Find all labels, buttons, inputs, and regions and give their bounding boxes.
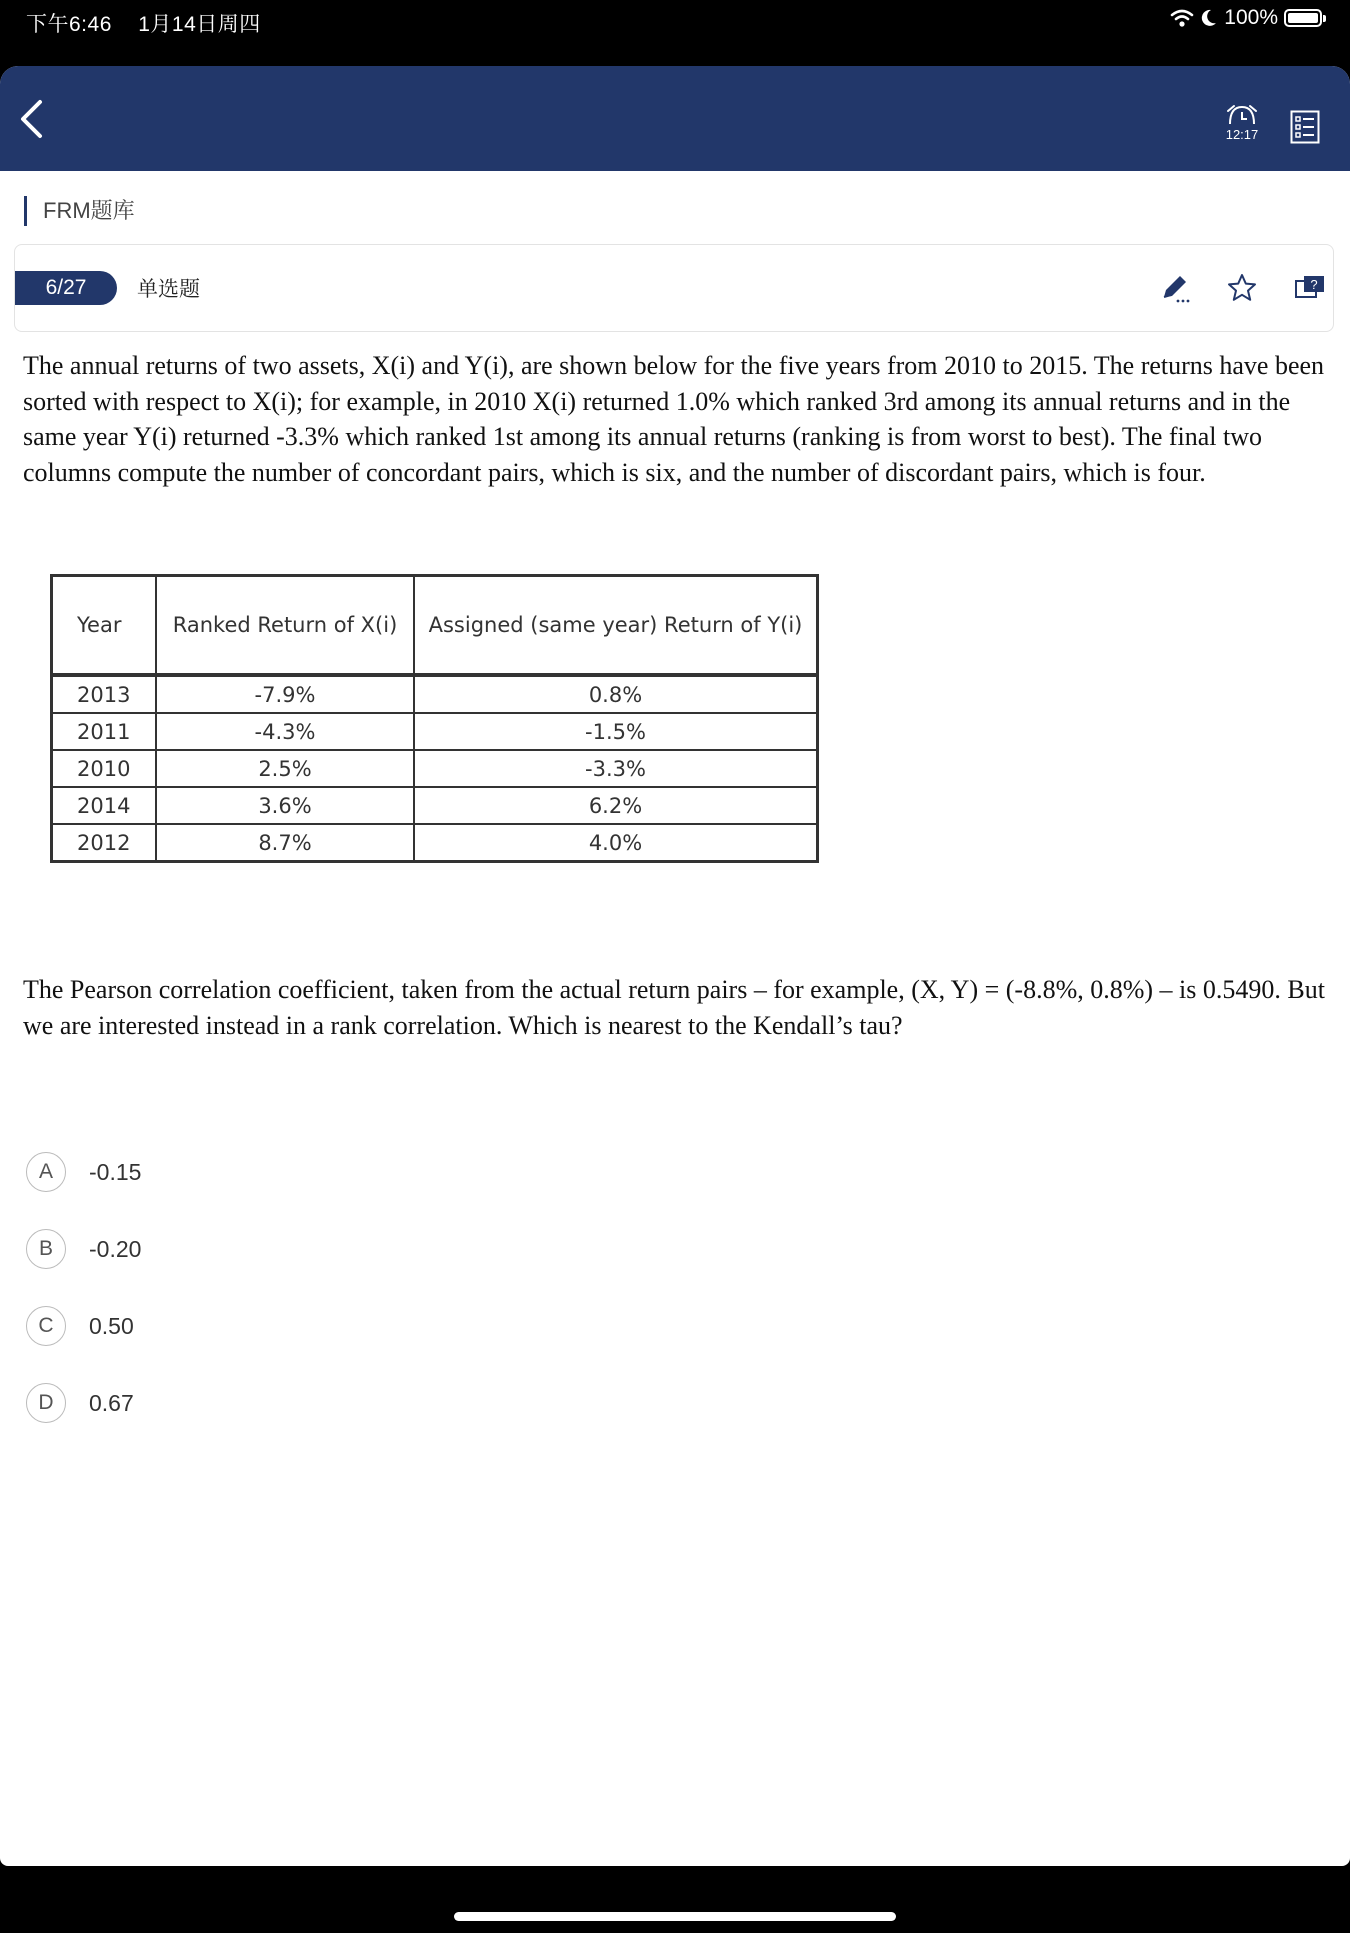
table-cell: 0.8% (414, 675, 818, 713)
table-row (52, 824, 818, 862)
table-cell: 6.2% (414, 787, 818, 824)
option-letter: D (26, 1383, 66, 1423)
moon-icon (1200, 8, 1218, 28)
table-header-y: Assigned (same year) Return of Y(i) (414, 576, 818, 676)
option-letter: B (26, 1229, 66, 1269)
table-row (52, 713, 818, 750)
table-cell: 8.7% (156, 824, 414, 862)
option-text: -0.15 (89, 1159, 142, 1185)
table-cell: 2013 (52, 675, 157, 713)
home-indicator[interactable] (454, 1912, 896, 1921)
table-cell: 3.6% (156, 787, 414, 824)
question-header (14, 244, 1334, 332)
table-cell: 2010 (52, 750, 157, 787)
nav-bar (0, 66, 1350, 171)
option-c[interactable] (26, 1306, 141, 1383)
table-row (52, 675, 818, 713)
table-cell: -3.3% (414, 750, 818, 787)
status-date: 1月14日周四 (138, 13, 261, 36)
table-cell: 2012 (52, 824, 157, 862)
table-cell: 2011 (52, 713, 157, 750)
option-letter: A (26, 1152, 66, 1192)
returns-table (50, 574, 819, 863)
option-b[interactable] (26, 1229, 141, 1306)
svg-text:?: ? (1310, 277, 1318, 292)
question-counter: 6/27 (15, 271, 117, 305)
option-text: -0.20 (89, 1236, 142, 1262)
question-stem: The annual returns of two assets, X(i) and Y(i), are shown below for the five years from 2010 to 2015. The returns have been sorted with respect to X(i); for example, in 2010 X(i) returned 1.0% which ranked 3rd among its annual returns and in the same year Y(i) returned -3.3% which ranked 1st among its annual returns (ranking is from worst to best). The final two columns compute the number of concordant pairs, which is six, and the number of discordant pairs, which is four. (23, 351, 1325, 487)
table-header-year: Year (52, 576, 157, 676)
star-icon[interactable] (1225, 271, 1259, 305)
answer-options (26, 1152, 141, 1460)
timer-button[interactable] (1213, 102, 1271, 150)
battery-percent: 100% (1224, 6, 1278, 29)
wifi-icon (1170, 8, 1194, 28)
table-cell: -1.5% (414, 713, 818, 750)
table-header-x: Ranked Return of X(i) (156, 576, 414, 676)
app-screen (0, 66, 1350, 1866)
table-cell: 4.0% (414, 824, 818, 862)
table-cell: 2.5% (156, 750, 414, 787)
option-d[interactable] (26, 1383, 141, 1460)
timer-text: 12:17 (1225, 127, 1259, 142)
table-cell: -4.3% (156, 713, 414, 750)
back-icon[interactable] (10, 96, 56, 142)
question-prompt: The Pearson correlation coefficient, taken from the actual return pairs – for example, (X, Y) = (-8.8%, 0.8%) – is 0.5490. But we are interested instead in a rank correlation. Which is nearest to the Kendall’s tau? (23, 975, 1325, 1040)
option-text: 0.50 (89, 1313, 134, 1339)
answer-sheet-icon[interactable] (1290, 110, 1320, 144)
status-time: 下午6:46 (26, 13, 112, 36)
section-title: FRM题库 (24, 196, 135, 226)
table-cell: -7.9% (156, 675, 414, 713)
option-letter: C (26, 1306, 66, 1346)
battery-icon (1284, 9, 1322, 27)
status-bar (0, 0, 1350, 66)
option-a[interactable] (26, 1152, 141, 1229)
question-feedback-icon[interactable] (1293, 271, 1327, 305)
table-row (52, 787, 818, 824)
pencil-icon[interactable] (1158, 271, 1192, 305)
table-row (52, 750, 818, 787)
option-text: 0.67 (89, 1390, 134, 1416)
alarm-clock-icon (1225, 102, 1259, 128)
table-cell: 2014 (52, 787, 157, 824)
question-type: 单选题 (137, 278, 200, 301)
